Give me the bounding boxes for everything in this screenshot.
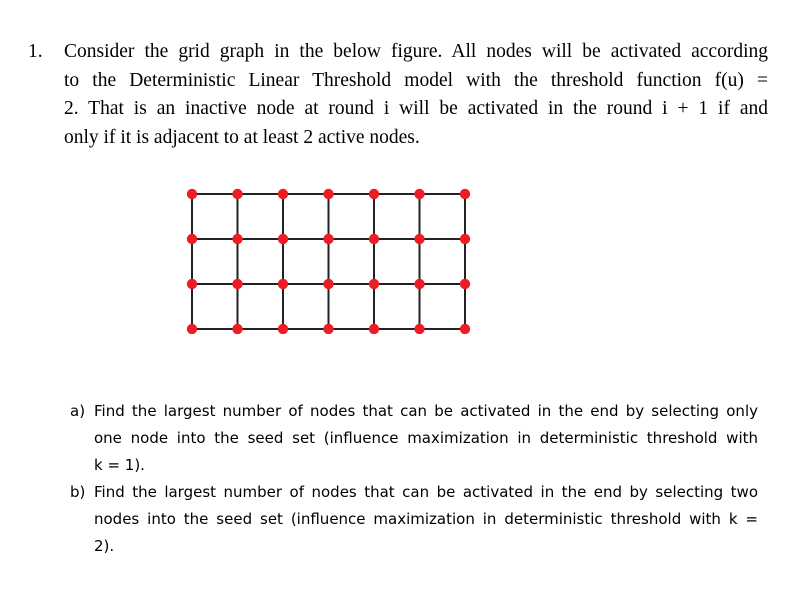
question-text xyxy=(64,38,768,152)
grid-node xyxy=(232,189,242,199)
grid-node xyxy=(323,234,333,244)
grid-node xyxy=(278,324,288,334)
question-1 xyxy=(28,38,768,152)
grid-node xyxy=(187,189,197,199)
question-line: to the Deterministic Linear Threshold model with the threshold function f(u) = xyxy=(64,69,768,91)
grid-node xyxy=(414,189,424,199)
grid-node xyxy=(414,324,424,334)
part-b-label: b) xyxy=(70,483,86,501)
grid-node xyxy=(369,324,379,334)
question-line: 2. That is an inactive node at round i will be activated in the round i + 1 if and xyxy=(64,98,768,119)
grid-node xyxy=(323,324,333,334)
part-a-line: one node into the seed set (influence maximization in deterministic threshold with xyxy=(94,429,758,447)
grid-node xyxy=(414,234,424,244)
grid-node xyxy=(187,234,197,244)
part-b-line: 2). xyxy=(94,537,115,555)
question-number: 1. xyxy=(28,41,43,62)
grid-node xyxy=(278,189,288,199)
grid-node xyxy=(460,279,470,289)
question-line: only if it is adjacent to at least 2 active nodes. xyxy=(64,126,420,148)
grid-node xyxy=(369,189,379,199)
grid-edges xyxy=(192,194,465,329)
grid-graph-figure xyxy=(184,184,474,334)
grid-node xyxy=(460,324,470,334)
part-b-line: nodes into the seed set (influence maximization in deterministic threshold with k = xyxy=(94,510,758,528)
grid-node xyxy=(278,234,288,244)
part-b-line: Find the largest number of nodes that can be activated in the end by selecting two xyxy=(94,483,758,501)
grid-node xyxy=(278,279,288,289)
grid-node xyxy=(323,279,333,289)
question-line: Consider the grid graph in the below figure. All nodes will be activated according xyxy=(64,41,768,62)
grid-node xyxy=(232,279,242,289)
part-a-label: a) xyxy=(70,402,86,420)
grid-node xyxy=(369,234,379,244)
part-a xyxy=(70,398,760,479)
part-a-line: Find the largest number of nodes that can be activated in the end by selecting only xyxy=(94,402,758,420)
grid-node xyxy=(232,324,242,334)
part-a-line: k = 1). xyxy=(94,456,145,474)
grid-node xyxy=(187,324,197,334)
grid-node xyxy=(460,189,470,199)
grid-node xyxy=(369,279,379,289)
grid-node xyxy=(323,189,333,199)
grid-node xyxy=(414,279,424,289)
part-b xyxy=(70,479,760,560)
grid-node xyxy=(232,234,242,244)
sub-questions xyxy=(70,398,760,560)
grid-node xyxy=(187,279,197,289)
grid-node xyxy=(460,234,470,244)
